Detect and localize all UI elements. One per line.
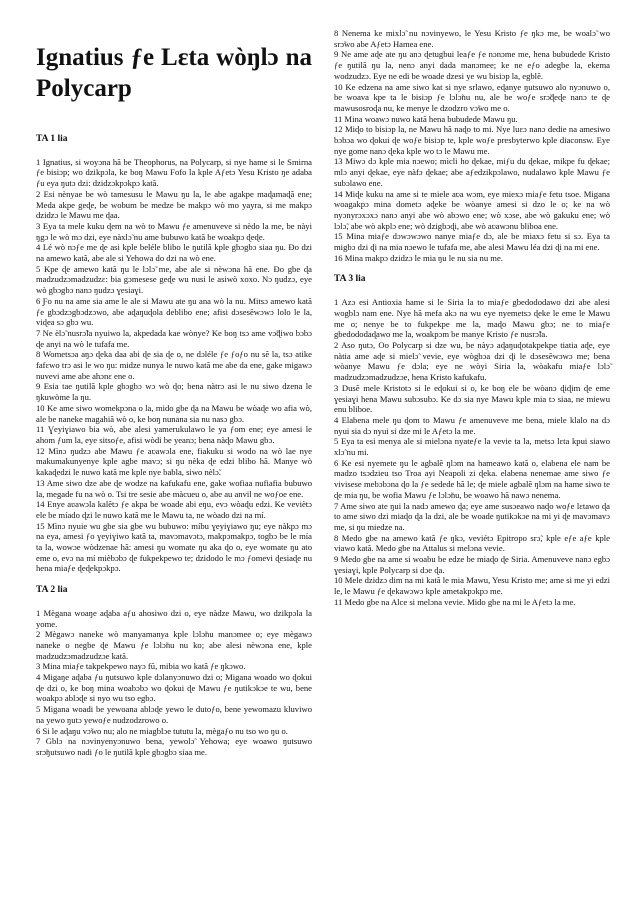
verse: 1 Mègana woaŋe aɖaba aƒu ahosiwo dzi o, eye nàdze Mawu, wo dzikpɔla la yome. [36, 607, 312, 629]
verse: 8 Nenema ke mixlɔ̃ nu nɔvinyewo, le Yesu Kristo ƒe ŋkɔ me, be woalɔ̃ wo srɔ̃wo abe Aƒetɔ Hamea ene. [334, 28, 610, 49]
verse: 5 Kpe ɖe amewo katã ŋu le lɔlɔ̃ me, abe ale si nèwɔna hã ene. Ðo gbe ɖa madzudzɔmadzudzɛ: bia gɔmesese geɖe wu nusi le asiwò xoxo. Nɔ ŋudzɔ, eye wò gbɔgbɔ nanɔ ŋudzɔ ɣesiaɣi. [36, 263, 312, 296]
verse: 10 Ke edzena na ame siwo kat si nye srlawo, eɖanye ŋutsuwo alo nyɔnuwo o, be woava kpe ta le bisiɔp ƒe lɔlɔ̃nu nu, ale be woƒe srɔ̃ɖeɖe nanɔ te ɖe mawusosroɖa nu, ke menye le dzodzro vɔ̃wo me o. [334, 81, 610, 113]
verse: 12 Miɖo to bisiɔp la, ne Mawu hã naɖo to mi. Nye luɛɔ nanɔ dedie na amesiwo bɔbɔa wo ɖokui ɖe woƒe bisiɔp te, kple woƒe presbyterwo kple diaconsw. Eye nye gome nanɔ ɖeka kple wo tɔ le Mawu me. [334, 124, 610, 156]
verse: 2 Esi nènyae be wò tamesusu le Mawu ŋu la, le abe agakpe maɖamaɖã ene; Meda akpe geɖe, be wobum be medze be makpɔ wò mo yayra, si me makpɔ dzidzɔ le Mawu me ɖaa. [36, 188, 312, 221]
verse: 7 Ame siwo ate ŋui la nadɔ amewo ɖa; eye ame susɔeawo naɖo woƒe lɛtawo ɖa to ame siwo dzi miaɖo ɖa la dzi, ale be woade ŋutikɔkɔe na mi yi ɖe mavɔmavɔ me, si ŋu miedze na. [334, 500, 610, 532]
verse: 10 Ke ame siwo womekpɔna o la, mido gbe ɖa na Mawu be wòaɖe wo afia wò, ale be naneke magahiã wò o, ke boŋ nunana sia nu nasɔ gbɔ. [36, 402, 312, 424]
verse: 13 Ame siwo dze abe ɖe wodze na kafukafu ene, gake wofiaa nufiafia bubuwo la, megade fu na wò o. Tsi tre sesie abe màcueu o, abe au anvil ne woƒoe ene. [36, 477, 312, 499]
chapter-heading-2: TA 2 lia [36, 585, 68, 596]
verse: 9 Ne ame aɖe ate ŋu anɔ ɖetugbui leaƒe ƒe nɔnɔme me, hena bubudede Kristo ƒe ŋutilã ŋu la, nenɔ anyi dada manɔmee; ke ne eƒo adegbe la, ekema wodzudzɔ. Eye ne edi be woade dzesi ye wu bisiɔp la, egblẽ. [334, 49, 610, 81]
section-spacer [36, 574, 312, 585]
verse: 13 Miwɔ dɔ kple mia nɔewo; mìcli ho ɖekae, miƒu du ɖekae, mikpe fu ɖekae; mlɔ anyi ɖekae, eye nàfɔ ɖekae; abe aƒedzikpɔlawo, nudalawo kple Mawu ƒe subɔlawo ene. [334, 156, 610, 188]
verse: 4 Lé wò nɔƒe me ɖe asi kple beléle blibo le ŋutilã kple gbɔgbɔ siaa ŋu. Ðo dzi na amewo katã, abe ale si Yehowa do dzi na wò ene. [36, 242, 312, 264]
verse: 3 Mina miaƒe takpekpewo nayɔ fũ, mibia wo katã ƒe ŋkɔwo. [36, 661, 246, 672]
verse: 16 Mina makpɔ dzidzɔ le mia ŋu le nu sia nu me. [334, 252, 503, 263]
verse: 6 Ƒo nu na ame sia ame le ale si Mawu ate ŋu ana wò la nu. Mitsɔ amewo katã ƒe gbɔdzɔgbɔdzɔwo, abe aɖaŋuɖola deblibo ene; afisi dɔsesẽwɔwɔ lolo le la, viɖea sɔ gbɔ wu. [36, 295, 312, 328]
verse: 2 Aso ŋutɔ, Oo Polycarp si dze wu, be nàyɔ aɖaŋuɖotakpekpe tiatia aɖe, eye nàtia ame aɖe si mielɔ̃ vevie, eye wògbɔa dzi ɖi le dɔsesẽwɔwɔ me; bena wòanye Mawu ƒe dɔla; eye ne wòyi Siria la, wòakafu miaƒe lɔlɔ̃ madzudzɔmadzudzɔe, hena Kristo kafukafu. [334, 339, 610, 383]
verse: 11 Mina woawɔ nuwo katã hena bubudede Mawu ŋu. [334, 113, 518, 124]
verse: 5 Eya ta esi menya ale si mielɔna nyateƒe la vevie ta la, metsɔ lɛta kpui siawo xlɔ̃ nu mi. [334, 436, 610, 458]
verse: 6 Ke esi nyemete ŋu le agbalẽ ŋlɔm na hameawo katã o, elabena ele nam be madzo tsɔdzieu tso Troa ayi Neapoli zi ɖeka. elabena nenemae ame siwo ƒe vivisese mebɔbɔna ɖo la ƒe sedede hã le; ɖe miele agbalẽ ŋlɔm na hame siwo te ɖe mia ŋu, be wofia Mawu ƒe lɔlɔ̃nu, be woawo hã nawɔ nenema. [334, 457, 610, 500]
chapter-heading-3: TA 3 lia [334, 274, 366, 285]
right-column [334, 28, 610, 608]
verse: 15 Mina miaƒe dɔwɔwɔwo nanye miaƒe dɔ, ale be miaxɔ fetu si sɔ. Eya ta migbɔ dzi ɖi na mia nɔewo le tufafa me, abe alesi Mawu léa dzi ɖi na mi ene. [334, 231, 610, 253]
verse: 7 Gblɔ na nɔvinyenyɔnuwo bena, yewolɔ̃ Yehowa; eye woawo ŋutsuwo srɔ̃ŋutsuwo nadi ƒo le ŋutilã kple gbɔgbɔ siaa me. [36, 736, 312, 757]
verse: 3 Eya ta mele kuku ɖem na wò to Mawu ƒe amenuveve si nèdo la me, be nàyi ŋgɔ le wò mɔ dzi, eye nàxlɔ̃ nu ame bubuwo katã be woakpɔ ɖeɖe. [36, 220, 312, 242]
verse: 8 Medo gbe na amewo katã ƒe ŋkɔ, veviétɔ Epitropo srɔ̃, kple eƒe aƒe kple viawo katã. Medo gbe na Attalus si melɔna vevie. [334, 532, 610, 554]
verse: 4 Migaŋe aɖaba ƒu ŋutsuwo kple dɔlanyɔnuwo dzi o; Migana woado wo ɖokui ɖe dzi o, ke boŋ mina woabɔbɔ wo ɖokui ɖe Mawu ƒe ŋutikɔkɔe te wu, bene woakpɔ ablɔɖe si nyo wu tso egbɔ. [36, 672, 312, 704]
verse: 9 Esia tae ŋutilã kple gbɔgbɔ wɔ wò ɖo; bena nàtrɔ asi le nu siwo dzena le ŋkuwòme la ŋu. [36, 381, 312, 403]
verse: 4 Elabena mele ŋu ɖom to Mawu ƒe amenuveve me bena, miele klalo na dɔ nyui sia dɔ nyui si dze mi le Aƒetɔ la me. [334, 414, 610, 436]
verse: 3 Dusẽ mele Kristotɔ si le eɖokui si o, ke boŋ ele be wòanɔ ɖiɖim ɖe eme ɣesiaɣi hena Mawu subɔsubɔ. Ke dɔ sia nye Mawu kple mia tɔ siaa, ne miewu enu bliboe. [334, 382, 610, 415]
verse: 14 Miɖe kuku na ame si te miele aʋa wɔm, eye miexɔ miaƒe fetu tsoe. Migana woagakpɔ mina dometɔ aɖeke be wòanye amesi si dzo le o; ke na wò nyɔnyrɔxɔxɔ nanɔ anyi abe wò abɔwo ene; wò xɔse, abe wò gakuku ene; wò lɔlɔ̃, abe wò akplɔ ene; wò dzigbɔɖi, abe wò aʋawɔnu bliboa ene. [334, 188, 610, 231]
verse: 9 Medo gbe na ame si woabu be edze be miaɖo ɖe Siria. Amenuveve nanɔ egbɔ ɣesiaɣi, kple Polycarp si dɔe ɖa. [334, 554, 610, 575]
verse: 10 Mele dzidzɔ dim na mi katã le mia Mawu, Yesu Kristo me; ame si me yi edzi le, le Mawu ƒe ɖekawɔwɔ kple ametakpɔkpɔ me. [334, 575, 610, 597]
verse: 8 Wometsɔa aŋɔ ɖeka daa abi ɖe sia ɖe o, ne dɔléle ƒe ƒoƒo nu sẽ la, tsɔ atike fafɛwo trɔ asi le wo ŋu: midze nunya le nuwo katã me abe da ene, gake migawɔ nuvevi ame abe ahɔnɛ ene o. [36, 349, 312, 381]
verse: 15 Mìnɔ nyuie wu gbe sia gbe wu bubuwo: míbu ɣeyiɣiawo ŋu; eye nàkpɔ mɔ na eya, amesi ƒo ɣeyiɣiwo katã ta, mavɔmavɔtɔ, makpɔmakpɔ, togbɔ be le mía ta la, wowɔe wòdzenae hã: amesi ŋu womate ŋu aka ɖo o, eye womate ŋu ato eme o, evɔ na mí mièbɔbɔ ɖe fukpekpewo te; dzidodo le mɔ ƒomevi ɖesiaɖe nu hena miaƒe ɖeɖekpɔkpɔ. [36, 520, 312, 574]
section-spacer [334, 263, 610, 274]
verse: 6 Si le aɖaŋu vɔ̃wo nu; alo ne miagblɔe tututu la, mègaƒo nu tso wo ŋu o. [36, 725, 288, 736]
verse: 14 Enye aʋawɔla kalẽtɔ ƒe akpa be woade abi eŋu, evɔ wòaɖu edzi. Ke veviètɔ ele be míado ɖzi le nuwo katã me le Mawu ta, ne wòado dzi na mí. [36, 499, 312, 520]
left-column [36, 30, 312, 758]
verse: 1 Ignatius, si woyɔna hã be Theophorus, na Polycarp, si nye hame si le Smirna ƒe bisiɔp; wo dzikpɔla, ke boŋ Mawu Fofo la kple Aƒetɔ Yesu Kristo ŋe adaba ƒu eya ŋutɔ dzi: dzidzɔkpɔkpɔ katã. [36, 156, 312, 189]
verse: 2 Mègawɔ naneke wò manyamanya kple lɔlɔ̃nu manɔmee o; eye mègawɔ naneke o negbe ɖe Mawu ƒe lɔlɔ̃nu nu ko; abe alesi nèwɔna ene, kple madzudzɔmadzudzɔe katã. [36, 629, 312, 661]
verse: 11 Medo gbe na Alce si melɔna vevie. Mido gbe na mi le Aƒetɔ la me. [334, 596, 576, 607]
chapter-heading-1: TA 1 lia [36, 134, 68, 144]
verse: 5 Migana woadi be yewoana ablɔɖe yewo le dutoƒo, bene yewomazu kluviwo na yewo ŋutɔ yewoƒe nudzodzrowo o. [36, 704, 312, 725]
verse: 11 Ɣeyiɣiawo bia wò, abe alesi yamerukulawo le ya ƒom ene; eye amesi le ahom ƒum la, eye sitsoƒe, afisi wòdi be yeanɔ; bena nàɖo Mawu gbɔ. [36, 424, 312, 445]
verse: 7 Ne èlɔ̃ nusrɔ̃la nyuiwo la, akpedada kae wònye? Ke boŋ tsɔ ame vɔ̃ɖiwo bɔbɔ ɖe anyi na wò le tufafa me. [36, 327, 312, 349]
verse: 12 Mìnɔ ŋudzɔ abe Mawu ƒe aʋawɔla ene, fiakuku si wodo na wò lae nye makumakunyenye kple agbe mavɔ; si ŋu nèka ɖe edzi blibo hã. Manye wò kakaɖedzi le nuwo katã me kple nye babla, siwo nèlɔ̃. [36, 445, 312, 478]
verse: 1 Azɔ esi Antioxia hame si le Siria la to miaƒe gbedododawo dzi abe alesi wogblɔ nam ene. Nye hã mefa akɔ na wu eye nyemetsɔ ɖeke le eme le Mawu me o; nenye be to fukpekpe me la, maɖo Mawu gbɔ; ne to miaƒe gbedododaɖawo me la, woakpɔm be manye Kristo ƒe nusrɔ̃la. [334, 297, 610, 340]
document-title: Ignatius ƒe Lɛta wòŋlɔ na Polycarp [36, 44, 312, 102]
